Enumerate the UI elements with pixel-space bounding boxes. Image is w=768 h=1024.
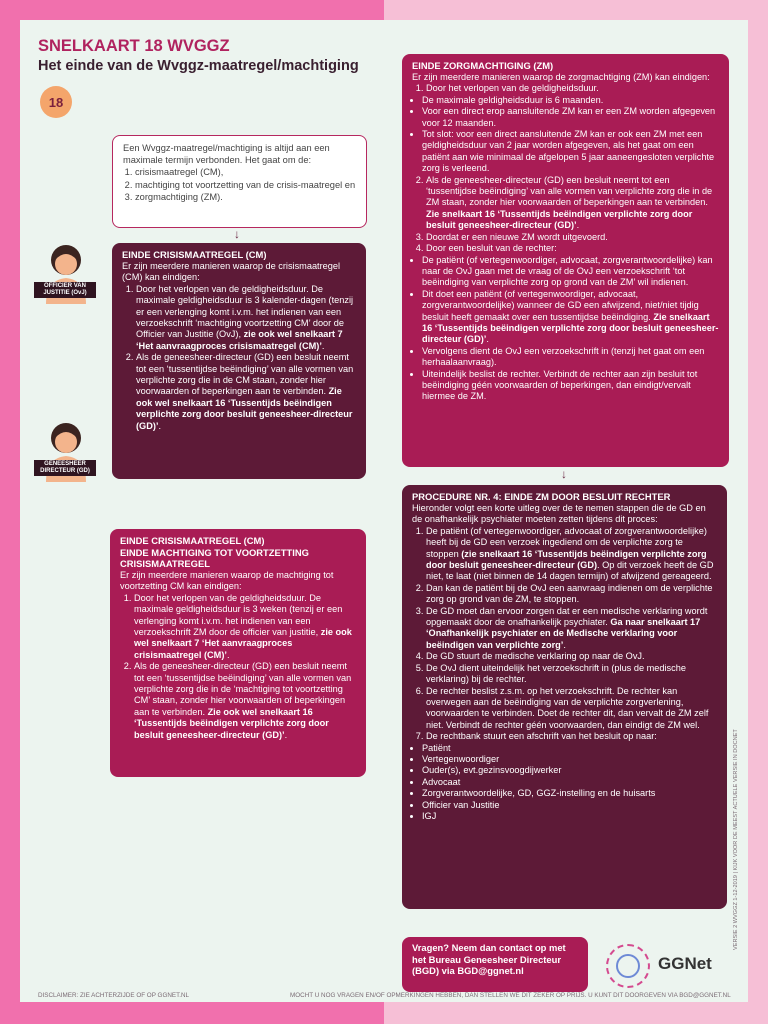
list-item: 1. Door het verlopen van de geldigheidsduur. • De maximale geldigheidsduur is 6 maanden. • Voor een direct erop aansluitende ZM kan er een ZM worden afgegeven voor 12 maanden. • Tot slot: voor een direct aansluitende ZM kan er ook een ZM met een geldigheidsduur van 2 jaar worden afgegeven, als het gaat om een patiënt aan wie minimaal de afgelopen 5 jaar aaneengesloten verplichte zorg is verleend. [426, 83, 719, 174]
proc-title: PROCEDURE NR. 4: EINDE ZM DOOR BESLUIT RECHTER [412, 491, 671, 502]
zorgmachtiging-box [402, 54, 729, 467]
list-item: 2. Als de geneesheer-directeur (GD) een besluit neemt tot een ‘tussentijdse beëindiging’ van alle vormen van verplichte zorg die in de ‘machtiging tot voortzetting CM’ staan, zonder hier voorwaarden of beperkingen aan te verbinden. Zie ook wel snelkaart 16 ‘Tussentijds beëindigen verplichte zorg door besluit geneesheer-directeur (GD)’. [134, 661, 356, 741]
intro-list [135, 166, 356, 203]
recipient-item: • Officier van Justitie [422, 800, 717, 811]
intro-item: 3. zorgmachtiging (ZM). [135, 191, 356, 203]
list-item: • Dit doet een patiënt (of vertegenwoordiger, advocaat, zorgverantwoordelijke) wanneer de GD een afwijzend, niet/niet tijdig besluit heeft gemaakt over een tussentijdse beëindiging. Zie snelkaart 16 ‘Tussentijds beëindigen verplichte zorg door besluit geneesheer-directeur (GD)’. [422, 289, 719, 346]
gd-badge: GENEESHEER DIRECTEUR (GD) [34, 460, 96, 476]
recipient-item: • Patiënt [422, 743, 717, 754]
list-item: 2. Dan kan de patiënt bij de OvJ een aanvraag indienen om de verplichte zorg op grond van de ZM, te stoppen. [426, 583, 717, 606]
ggnet-logo-inner-icon [616, 954, 640, 978]
contact-box[interactable]: Vragen? Neem dan contact op met het Bureau Geneesheer Directeur (BGD) via BGD@ggnet.nl [402, 937, 588, 992]
crisis-extension-box [110, 529, 366, 777]
ggnet-logo-text: GGNet [658, 954, 712, 973]
zm-title: EINDE ZORGMACHTIGING (ZM) [412, 60, 554, 71]
card-number-badge: 18 [40, 86, 72, 118]
list-item: • Tot slot: voor een direct aansluitende ZM kan er ook een ZM met een geldigheidsduur van 2 jaar worden afgegeven, als het gaat om een patiënt aan wie minimaal de afgelopen 5 jaar aaneengesloten verplichte zorg is verleend. [422, 129, 719, 175]
crisis-title: EINDE CRISISMAATREGEL (CM) [122, 249, 267, 260]
crisis-lead: Er zijn meerdere manieren waarop de crisismaatregel (CM) kan eindigen: [122, 261, 341, 283]
footer-contact-note: MOCHT U NOG VRAGEN EN/OF OPMERKINGEN HEBBEN, DAN STELLEN WE DIT ZEKER OP PRIJS. U KUNT DIT DOORGEVEN VIA BGD@GGNET.NL [290, 992, 731, 999]
crisis2-title1: EINDE CRISISMAATREGEL (CM) [120, 535, 265, 546]
crisis2-title2: EINDE MACHTIGING TOT VOORTZETTING CRISISMAATREGEL [120, 547, 309, 569]
arrow-down-icon: ↓ [561, 467, 567, 481]
list-item: 3. De GD moet dan ervoor zorgen dat er een medische verklaring wordt opgemaakt door de onafhankelijk psychiater. Ga naar snelkaart 17 ‘Onafhankelijk psychiater en de Medische verklaring voor beëindigen van verplichte zorg’. [426, 606, 717, 652]
list-item: 1. Door het verlopen van de geldigheidsduur. De maximale geldigheidsduur is 3 weken (tenzij er een verlenging komt i.v.m. het indienen van een verzoekschrift ZM door de officier van justitie, zie ook wel snelkaart 7 ‘Het aanvraagproces crisismaatregel (CM)’. [134, 593, 356, 661]
zm-lead: Er zijn meerdere manieren waarop de zorgmachtiging (ZM) kan eindigen: [412, 72, 710, 82]
list-item: • De maximale geldigheidsduur is 6 maanden. [422, 95, 719, 106]
list-item: 2. Als de geneesheer-directeur (GD) een besluit neemt tot een ‘tussentijdse beëindiging’ van alle vormen van verplichte zorg die in de CM staan, zonder hier voorwaarden of beperkingen aan te verbinden. Zie ook wel snelkaart 16 ‘Tussentijds beëindigen verplichte zorg door besluit geneesheer-directeur (GD)’. [136, 352, 356, 432]
proc-lead: Hieronder volgt een korte uitleg over de te nemen stappen die de GD en de onafhankelijk psychiater moeten zetten tijdens dit proces: [412, 503, 706, 525]
intro-box [112, 135, 367, 228]
list-item: 5. De OvJ dient uiteindelijk het verzoekschrift in (plus de medische verklaring) bij de rechter. [426, 663, 717, 686]
list-item: • Uiteindelijk beslist de rechter. Verbindt de rechter aan zijn besluit tot beëindiging géén voorwaarden of beperkingen, dan eindigt/vervalt hiermee de ZM. [422, 369, 719, 403]
list-item: 1. Door het verlopen van de geldigheidsduur. De maximale geldigheidsduur is 3 kalender-dagen (tenzij er een verlenging komt i.v.m. het indienen van een verzoekschrift ‘machtiging voortzetting CM’ door de Officier van Justitie (OvJ), zie ook wel snelkaart 7 ‘Het aanvraagproces crisismaatregel (CM)’. [136, 284, 356, 352]
list-item: • De patiënt (of vertegenwoordiger, advocaat, zorgverantwoordelijke) kan naar de OvJ gaan met de vraag of de OvJ een verzoekschrift ‘tot beëindiging van verplichte zorg op grond van de ZM’ wil indienen. [422, 255, 719, 289]
zm-list [422, 83, 719, 402]
intro-item: 1. crisismaatregel (CM), [135, 166, 356, 178]
crisis2-list [134, 593, 356, 741]
recipient-item: • Vertegenwoordiger [422, 754, 717, 765]
proc-list [422, 525, 717, 823]
list-item: 2. Als de geneesheer-directeur (GD) een besluit neemt tot een ‘tussentijdse beëindiging’ van alle vormen van verplichte zorg die in de ZM staan, zonder hier voorwaarden of beperkingen aan te verbinden. Zie snelkaart 16 ‘Tussentijds beëindigen verplichte zorg door besluit geneesheer-directeur (GD)’. [426, 175, 719, 232]
list-item: 4. Door een besluit van de rechter: • De patiënt (of vertegenwoordiger, advocaat, zorgverantwoordelijke) kan naar de OvJ gaan met de vraag of de OvJ een verzoekschrift ‘tot beëindiging van verplichte zorg op grond van de ZM’ wil indienen. • Dit doet een patiënt (of vertegenwoordiger, advocaat, zorgverantwoordelijke) wanneer de GD een afwijzend, niet/niet tijdig besluit heeft gemaakt over een tussentijdse beëindiging. Zie snelkaart 16 ‘Tussentijds beëindigen verplichte zorg door besluit geneesheer-directeur (GD)’. • Vervolgens dient de OvJ een verzoekschrift in (tenzij het gaat om een herhaalaanvraag). • Uiteindelijk beslist de rechter. Verbindt de rechter aan zijn besluit tot beëindiging géén voorwaarden of beperkingen, dan eindigt/vervalt hiermee de ZM. [426, 243, 719, 403]
crisis2-lead: Er zijn meerdere manieren waarop de machtiging tot voortzetting CM kan eindigen: [120, 570, 334, 592]
list-item: 3. Doordat er een nieuwe ZM wordt uitgevoerd. [426, 232, 719, 243]
page-subtitle: Het einde van de Wvggz-maatregel/machtiging [38, 58, 359, 74]
ovj-badge: OFFICIER VAN JUSTITIE (OvJ) [34, 282, 96, 298]
list-item: 6. De rechter beslist z.s.m. op het verzoekschrift. De rechter kan overwegen aan de beëindiging van de verplichte zorgverlening, voorwaarden te verbinden. Doet de rechter dit, dan vervalt de ZM zelf niet. Verbindt de rechter géén voorwaarden, dan eindigt de ZM wel. [426, 686, 717, 732]
recipient-item: • Zorgverantwoordelijke, GD, GGZ-instelling en de huisarts [422, 788, 717, 799]
recipient-item: • IGJ [422, 811, 717, 822]
version-note: VERSIE 2 WVGGZ 1-12-2019 | KIJK VOOR DE MEEST ACTUELE VERSIE IN DOCNET [733, 729, 739, 950]
list-item: 7. De rechtbank stuurt een afschrift van het besluit op naar: • Patiënt • Vertegenwoordiger • Ouder(s), evt.gezinsvoogdijwerker • Advocaat • Zorgverantwoordelijke, GD, GGZ-instelling en de huisarts • Officier van Justitie • IGJ [426, 731, 717, 822]
page-title: SNELKAART 18 WVGGZ [38, 37, 230, 55]
list-item: 1. De patiënt (of vertegenwoordiger, advocaat of zorgverantwoordelijke) heeft bij de GD een verzoek ingediend om de verplichte zorg te stoppen (zie snelkaart 16 ‘Tussentijds beëindigen verplichte zorg door besluit geneesheer-directeur (GD). Op dit verzoek heeft de GD niet, te laat (niet binnen de 14 dagen termijn) of afwijzend gereageerd. [426, 526, 717, 583]
crisis-list [136, 284, 356, 432]
procedure-box [402, 485, 727, 909]
arrow-down-icon: ↓ [234, 227, 240, 241]
intro-item: 2. machtiging tot voortzetting van de crisis-maatregel en [135, 179, 356, 191]
footer-disclaimer: DISCLAIMER: ZIE ACHTERZIJDE OF OP GGNET.NL [38, 992, 190, 999]
intro-text: Een Wvggz-maatregel/machtiging is altijd aan een maximale termijn verbonden. Het gaat om de: [123, 143, 330, 166]
list-item: • Voor een direct erop aansluitende ZM kan er een ZM worden afgegeven voor 12 maanden. [422, 106, 719, 129]
crisis-box [112, 243, 366, 479]
list-item: 4. De GD stuurt de medische verklaring op naar de OvJ. [426, 651, 717, 662]
recipient-item: • Advocaat [422, 777, 717, 788]
recipient-item: • Ouder(s), evt.gezinsvoogdijwerker [422, 765, 717, 776]
list-item: • Vervolgens dient de OvJ een verzoekschrift in (tenzij het gaat om een herhaalaanvraag). [422, 346, 719, 369]
